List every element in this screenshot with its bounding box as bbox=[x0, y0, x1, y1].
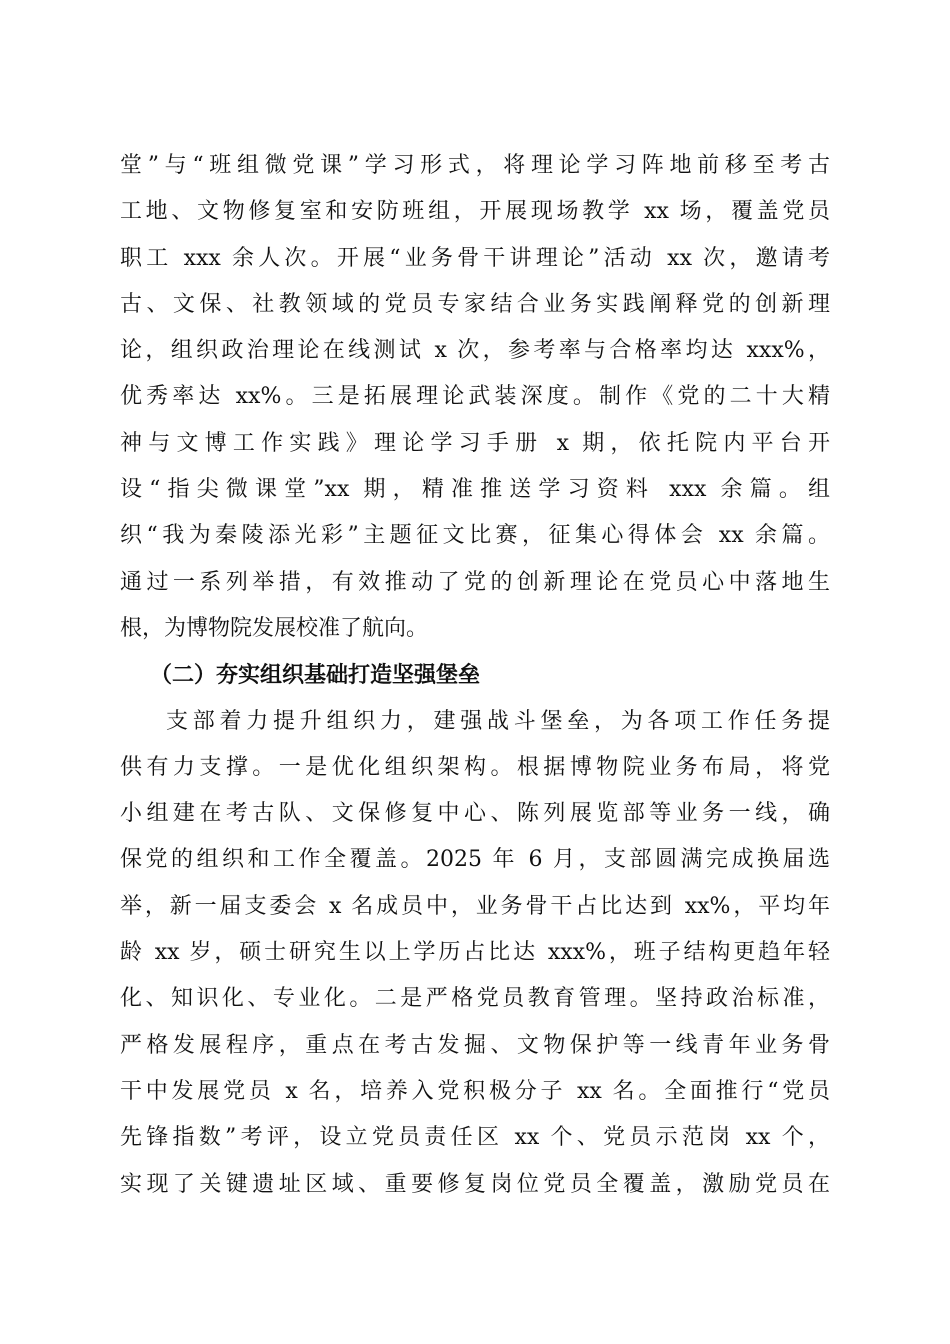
text-line: 论，组织政治理论在线测试 x 次，参考率与合格率均达 xxx%， bbox=[120, 338, 830, 364]
text-line: 职工 xxx 余人次。开展“业务骨干讲理论”活动 xx 次，邀请考 bbox=[120, 245, 830, 271]
text-line: 小组建在考古队、文保修复中心、陈列展览部等业务一线，确 bbox=[120, 801, 830, 827]
text-line: 龄 xx 岁，硕士研究生以上学历占比达 xxx%，班子结构更趋年轻 bbox=[120, 940, 830, 966]
text-line: 堂”与“班组微党课”学习形式，将理论学习阵地前移至考古 bbox=[120, 153, 830, 178]
text-line: 支部着力提升组织力，建强战斗堡垒，为各项工作任务提 bbox=[166, 708, 830, 734]
text-line: 干中发展党员 x 名，培养入党积极分子 xx 名。全面推行“党员 bbox=[120, 1078, 830, 1104]
text-line: 通过一系列举措，有效推动了党的创新理论在党员心中落地生 bbox=[120, 569, 830, 595]
text-line: 根，为博物院发展校准了航向。 bbox=[120, 615, 429, 641]
document-body bbox=[120, 146, 830, 1211]
paragraph-organization bbox=[120, 702, 830, 1205]
paragraph-theory-study bbox=[120, 146, 830, 649]
text-line: 实现了关键遗址区域、重要修复岗位党员全覆盖，激励党员在 bbox=[120, 1171, 830, 1197]
section-heading: （二）夯实组织基础打造坚强堡垒 bbox=[150, 662, 481, 689]
text-line: 保党的组织和工作全覆盖。2025 年 6 月，支部圆满完成换届选 bbox=[120, 847, 830, 873]
text-line: 优秀率达 xx%。三是拓展理论武装深度。制作《党的二十大精 bbox=[120, 384, 830, 410]
text-line: 严格发展程序，重点在考古发掘、文物保护等一线青年业务骨 bbox=[120, 1032, 830, 1058]
text-line: 化、知识化、专业化。二是严格党员教育管理。坚持政治标准， bbox=[120, 986, 830, 1012]
text-line: 举，新一届支委会 x 名成员中，业务骨干占比达到 xx%，平均年 bbox=[120, 893, 830, 919]
text-line: 工地、文物修复室和安防班组，开展现场教学 xx 场，覆盖党员 bbox=[120, 199, 830, 225]
text-line: 供有力支撑。一是优化组织架构。根据博物院业务布局，将党 bbox=[120, 754, 830, 780]
text-line: 古、文保、社教领域的党员专家结合业务实践阐释党的创新理 bbox=[120, 291, 830, 317]
text-line: 先锋指数”考评，设立党员责任区 xx 个、党员示范岗 xx 个， bbox=[120, 1125, 830, 1151]
text-line: 神与文博工作实践》理论学习手册 x 期，依托院内平台开 bbox=[120, 430, 830, 456]
text-line: 织“我为秦陵添光彩”主题征文比赛，征集心得体会 xx 余篇。 bbox=[120, 523, 830, 549]
text-line: 设“指尖微课堂”xx 期，精准推送学习资料 xxx 余篇。组 bbox=[120, 477, 830, 503]
